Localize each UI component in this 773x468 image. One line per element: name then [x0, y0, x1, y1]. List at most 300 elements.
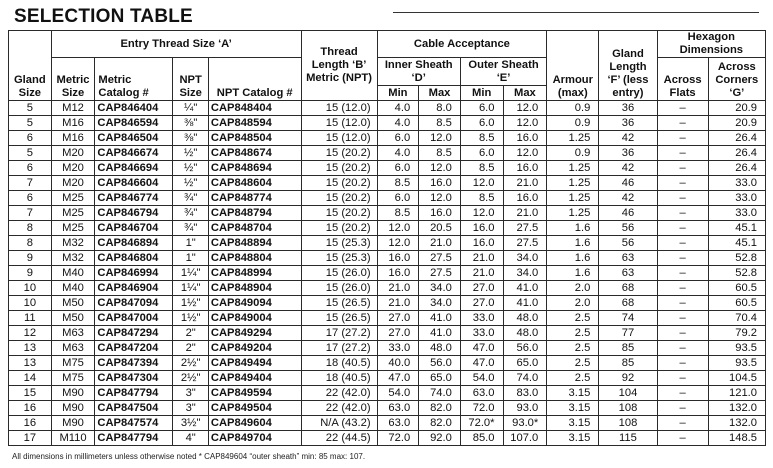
cell-outer-min: 12.0 — [460, 176, 503, 191]
cell-outer-min: 63.0 — [460, 386, 503, 401]
cell-metric-catalog: CAP846804 — [95, 251, 173, 266]
cell-across-flats: – — [657, 386, 708, 401]
cell-metric-catalog: CAP847574 — [95, 416, 173, 431]
cell-armour: 2.5 — [547, 311, 599, 326]
cell-npt-catalog: CAP849604 — [208, 416, 301, 431]
cell-across-flats: – — [657, 326, 708, 341]
cell-gland-size: 8 — [9, 236, 52, 251]
cell-gland-size: 8 — [9, 221, 52, 236]
cell-npt-size: 2½" — [173, 356, 208, 371]
cell-inner-max: 41.0 — [419, 326, 461, 341]
cell-npt-catalog: CAP849094 — [208, 296, 301, 311]
cell-outer-max: 12.0 — [503, 101, 547, 116]
cell-npt-catalog: CAP848894 — [208, 236, 301, 251]
cell-across-flats: – — [657, 251, 708, 266]
cell-outer-min: 33.0 — [460, 326, 503, 341]
cell-npt-size: 2½" — [173, 371, 208, 386]
cell-gland-length: 36 — [599, 146, 657, 161]
table-row — [9, 431, 766, 446]
header-outer-max: Max — [503, 86, 547, 101]
cell-metric-size: M32 — [51, 251, 95, 266]
cell-npt-size: ¼" — [173, 101, 208, 116]
cell-across-corners: 79.2 — [708, 326, 765, 341]
cell-inner-min: 16.0 — [377, 251, 419, 266]
top-rule — [393, 12, 759, 13]
cell-npt-catalog: CAP848504 — [208, 131, 301, 146]
table-row — [9, 221, 766, 236]
cell-outer-max: 12.0 — [503, 146, 547, 161]
cell-metric-catalog: CAP847004 — [95, 311, 173, 326]
cell-gland-length: 68 — [599, 281, 657, 296]
cell-inner-max: 16.0 — [419, 176, 461, 191]
cell-gland-length: 74 — [599, 311, 657, 326]
cell-thread-length: 15 (25.3) — [301, 251, 377, 266]
cell-outer-max: 48.0 — [503, 311, 547, 326]
cell-metric-catalog: CAP846674 — [95, 146, 173, 161]
cell-thread-length: 15 (20.2) — [301, 221, 377, 236]
header-inner-sheath: Inner Sheath ‘D’ — [377, 58, 460, 86]
cell-gland-length: 68 — [599, 296, 657, 311]
cell-across-flats: – — [657, 101, 708, 116]
cell-thread-length: 15 (20.2) — [301, 176, 377, 191]
cell-metric-size: M75 — [51, 356, 95, 371]
cell-armour: 1.6 — [547, 236, 599, 251]
cell-inner-min: 40.0 — [377, 356, 419, 371]
header-metric-catalog: Metric Catalog # — [95, 58, 173, 101]
cell-gland-length: 63 — [599, 266, 657, 281]
cell-npt-catalog: CAP849294 — [208, 326, 301, 341]
cell-gland-size: 5 — [9, 101, 52, 116]
cell-outer-min: 6.0 — [460, 101, 503, 116]
cell-metric-catalog: CAP846904 — [95, 281, 173, 296]
cell-across-corners: 104.5 — [708, 371, 765, 386]
cell-thread-length: N/A (43.2) — [301, 416, 377, 431]
selection-table-container — [8, 30, 766, 446]
cell-metric-size: M110 — [51, 431, 95, 446]
cell-metric-catalog: CAP846404 — [95, 101, 173, 116]
cell-gland-size: 15 — [9, 386, 52, 401]
header-cable-acceptance: Cable Acceptance — [377, 31, 547, 58]
cell-armour: 0.9 — [547, 146, 599, 161]
cell-metric-catalog: CAP846504 — [95, 131, 173, 146]
cell-armour: 1.25 — [547, 161, 599, 176]
cell-gland-size: 14 — [9, 371, 52, 386]
cell-across-flats: – — [657, 356, 708, 371]
cell-across-flats: – — [657, 206, 708, 221]
table-row — [9, 386, 766, 401]
cell-npt-catalog: CAP848674 — [208, 146, 301, 161]
cell-armour: 1.6 — [547, 221, 599, 236]
cell-outer-min: 12.0 — [460, 206, 503, 221]
cell-across-flats: – — [657, 431, 708, 446]
cell-gland-length: 56 — [599, 236, 657, 251]
cell-armour: 3.15 — [547, 416, 599, 431]
cell-metric-catalog: CAP847504 — [95, 401, 173, 416]
cell-armour: 2.5 — [547, 341, 599, 356]
cell-outer-max: 48.0 — [503, 326, 547, 341]
cell-npt-catalog: CAP848994 — [208, 266, 301, 281]
cell-inner-max: 65.0 — [419, 371, 461, 386]
cell-across-flats: – — [657, 266, 708, 281]
table-row — [9, 176, 766, 191]
table-row — [9, 251, 766, 266]
cell-npt-catalog: CAP848594 — [208, 116, 301, 131]
header-thread-length: Thread Length ‘B’ Metric (NPT) — [301, 31, 377, 101]
cell-gland-size: 13 — [9, 356, 52, 371]
cell-armour: 3.15 — [547, 401, 599, 416]
cell-across-corners: 70.4 — [708, 311, 765, 326]
cell-inner-min: 63.0 — [377, 416, 419, 431]
cell-thread-length: 15 (26.5) — [301, 311, 377, 326]
cell-gland-length: 104 — [599, 386, 657, 401]
table-row — [9, 356, 766, 371]
cell-outer-min: 21.0 — [460, 251, 503, 266]
cell-gland-size: 9 — [9, 251, 52, 266]
table-row — [9, 371, 766, 386]
selection-table — [8, 30, 766, 446]
cell-outer-max: 41.0 — [503, 296, 547, 311]
cell-across-flats: – — [657, 416, 708, 431]
cell-gland-size: 5 — [9, 146, 52, 161]
cell-outer-max: 74.0 — [503, 371, 547, 386]
cell-gland-length: 85 — [599, 341, 657, 356]
cell-thread-length: 15 (26.0) — [301, 266, 377, 281]
cell-armour: 3.15 — [547, 431, 599, 446]
cell-npt-size: 2" — [173, 341, 208, 356]
cell-across-flats: – — [657, 236, 708, 251]
cell-outer-max: 16.0 — [503, 161, 547, 176]
cell-gland-length: 36 — [599, 101, 657, 116]
cell-metric-catalog: CAP847394 — [95, 356, 173, 371]
cell-inner-max: 34.0 — [419, 281, 461, 296]
table-body — [9, 101, 766, 446]
cell-npt-size: 1" — [173, 236, 208, 251]
cell-npt-catalog: CAP849494 — [208, 356, 301, 371]
cell-across-flats: – — [657, 191, 708, 206]
cell-outer-min: 54.0 — [460, 371, 503, 386]
cell-outer-min: 8.5 — [460, 191, 503, 206]
cell-metric-catalog: CAP846994 — [95, 266, 173, 281]
cell-inner-max: 12.0 — [419, 131, 461, 146]
cell-gland-size: 6 — [9, 161, 52, 176]
cell-across-corners: 33.0 — [708, 206, 765, 221]
cell-npt-size: ½" — [173, 161, 208, 176]
cell-outer-min: 72.0 — [460, 401, 503, 416]
cell-armour: 2.5 — [547, 326, 599, 341]
cell-armour: 0.9 — [547, 116, 599, 131]
header-armour: Armour (max) — [547, 31, 599, 101]
cell-inner-min: 6.0 — [377, 131, 419, 146]
cell-inner-max: 82.0 — [419, 416, 461, 431]
cell-metric-catalog: CAP846894 — [95, 236, 173, 251]
cell-metric-catalog: CAP847304 — [95, 371, 173, 386]
cell-thread-length: 22 (42.0) — [301, 386, 377, 401]
cell-gland-length: 85 — [599, 356, 657, 371]
cell-across-corners: 60.5 — [708, 296, 765, 311]
cell-metric-size: M20 — [51, 161, 95, 176]
cell-across-corners: 33.0 — [708, 191, 765, 206]
header-inner-min: Min — [377, 86, 419, 101]
cell-gland-length: 42 — [599, 131, 657, 146]
cell-metric-size: M16 — [51, 116, 95, 131]
cell-across-flats: – — [657, 401, 708, 416]
cell-npt-catalog: CAP849704 — [208, 431, 301, 446]
cell-thread-length: 18 (40.5) — [301, 371, 377, 386]
cell-outer-min: 33.0 — [460, 311, 503, 326]
cell-across-corners: 93.5 — [708, 356, 765, 371]
cell-metric-catalog: CAP847794 — [95, 386, 173, 401]
cell-outer-max: 107.0 — [503, 431, 547, 446]
cell-npt-size: 2" — [173, 326, 208, 341]
cell-outer-min: 8.5 — [460, 161, 503, 176]
cell-metric-size: M75 — [51, 371, 95, 386]
cell-inner-max: 8.5 — [419, 146, 461, 161]
cell-across-corners: 26.4 — [708, 146, 765, 161]
cell-inner-min: 16.0 — [377, 266, 419, 281]
header-npt-catalog: NPT Catalog # — [208, 58, 301, 101]
cell-across-flats: – — [657, 311, 708, 326]
cell-armour: 1.25 — [547, 176, 599, 191]
cell-inner-min: 33.0 — [377, 341, 419, 356]
cell-thread-length: 18 (40.5) — [301, 356, 377, 371]
cell-metric-size: M25 — [51, 206, 95, 221]
cell-outer-max: 34.0 — [503, 266, 547, 281]
cell-npt-size: 1¼" — [173, 281, 208, 296]
table-row — [9, 161, 766, 176]
cell-metric-catalog: CAP846594 — [95, 116, 173, 131]
cell-gland-size: 13 — [9, 341, 52, 356]
cell-gland-length: 92 — [599, 371, 657, 386]
table-row — [9, 341, 766, 356]
cell-armour: 0.9 — [547, 101, 599, 116]
cell-across-flats: – — [657, 296, 708, 311]
cell-metric-catalog: CAP846694 — [95, 161, 173, 176]
cell-outer-min: 6.0 — [460, 116, 503, 131]
cell-outer-min: 85.0 — [460, 431, 503, 446]
table-row — [9, 281, 766, 296]
cell-metric-size: M32 — [51, 236, 95, 251]
header-metric-size: Metric Size — [51, 58, 95, 101]
cell-metric-catalog: CAP847204 — [95, 341, 173, 356]
cell-inner-max: 8.0 — [419, 101, 461, 116]
cell-outer-max: 21.0 — [503, 176, 547, 191]
cell-metric-catalog: CAP847094 — [95, 296, 173, 311]
cell-npt-size: 1" — [173, 251, 208, 266]
cell-across-corners: 132.0 — [708, 416, 765, 431]
cell-across-flats: – — [657, 221, 708, 236]
cell-inner-max: 12.0 — [419, 191, 461, 206]
cell-thread-length: 17 (27.2) — [301, 326, 377, 341]
table-row — [9, 416, 766, 431]
cell-outer-min: 16.0 — [460, 221, 503, 236]
cell-metric-size: M90 — [51, 416, 95, 431]
header-outer-sheath: Outer Sheath ‘E’ — [460, 58, 546, 86]
table-row — [9, 101, 766, 116]
cell-gland-size: 7 — [9, 206, 52, 221]
cell-metric-size: M40 — [51, 281, 95, 296]
cell-inner-min: 21.0 — [377, 296, 419, 311]
cell-gland-length: 36 — [599, 116, 657, 131]
cell-gland-length: 115 — [599, 431, 657, 446]
cell-inner-min: 12.0 — [377, 221, 419, 236]
cell-armour: 1.6 — [547, 251, 599, 266]
cell-outer-max: 27.5 — [503, 221, 547, 236]
cell-metric-size: M20 — [51, 146, 95, 161]
cell-npt-catalog: CAP848904 — [208, 281, 301, 296]
header-inner-max: Max — [419, 86, 461, 101]
table-row — [9, 311, 766, 326]
cell-metric-catalog: CAP846794 — [95, 206, 173, 221]
cell-npt-catalog: CAP848404 — [208, 101, 301, 116]
cell-npt-catalog: CAP849204 — [208, 341, 301, 356]
cell-npt-size: 3" — [173, 401, 208, 416]
cell-inner-min: 54.0 — [377, 386, 419, 401]
cell-npt-size: ⅜" — [173, 116, 208, 131]
cell-outer-max: 21.0 — [503, 206, 547, 221]
cell-inner-max: 27.5 — [419, 266, 461, 281]
cell-metric-size: M12 — [51, 101, 95, 116]
cell-armour: 3.15 — [547, 386, 599, 401]
cell-gland-size: 16 — [9, 416, 52, 431]
cell-outer-max: 65.0 — [503, 356, 547, 371]
cell-inner-min: 47.0 — [377, 371, 419, 386]
cell-npt-catalog: CAP849404 — [208, 371, 301, 386]
cell-across-corners: 45.1 — [708, 236, 765, 251]
cell-outer-min: 72.0* — [460, 416, 503, 431]
cell-across-flats: – — [657, 116, 708, 131]
cell-inner-min: 4.0 — [377, 101, 419, 116]
cell-inner-max: 34.0 — [419, 296, 461, 311]
cell-inner-max: 48.0 — [419, 341, 461, 356]
cell-npt-size: 4" — [173, 431, 208, 446]
header-gland-length: Gland Length ‘F’ (less entry) — [599, 31, 657, 101]
cell-outer-max: 93.0 — [503, 401, 547, 416]
cell-gland-size: 6 — [9, 131, 52, 146]
cell-thread-length: 22 (44.5) — [301, 431, 377, 446]
cell-outer-min: 6.0 — [460, 146, 503, 161]
cell-inner-min: 6.0 — [377, 161, 419, 176]
cell-inner-min: 63.0 — [377, 401, 419, 416]
cell-outer-max: 56.0 — [503, 341, 547, 356]
cell-gland-size: 6 — [9, 191, 52, 206]
cell-armour: 1.25 — [547, 206, 599, 221]
cell-npt-size: 1½" — [173, 311, 208, 326]
cell-npt-size: 3½" — [173, 416, 208, 431]
cell-thread-length: 15 (12.0) — [301, 131, 377, 146]
cell-npt-size: 3" — [173, 386, 208, 401]
cell-npt-size: 1¼" — [173, 266, 208, 281]
cell-thread-length: 15 (25.3) — [301, 236, 377, 251]
cell-metric-catalog: CAP846704 — [95, 221, 173, 236]
cell-npt-catalog: CAP848804 — [208, 251, 301, 266]
cell-across-flats: – — [657, 281, 708, 296]
cell-gland-size: 16 — [9, 401, 52, 416]
table-row — [9, 401, 766, 416]
cell-metric-catalog: CAP846604 — [95, 176, 173, 191]
cell-metric-size: M25 — [51, 221, 95, 236]
cell-across-corners: 148.5 — [708, 431, 765, 446]
cell-armour: 2.0 — [547, 281, 599, 296]
cell-metric-size: M90 — [51, 386, 95, 401]
cell-npt-size: ¾" — [173, 221, 208, 236]
cell-gland-size: 5 — [9, 116, 52, 131]
cell-npt-catalog: CAP848604 — [208, 176, 301, 191]
cell-thread-length: 22 (42.0) — [301, 401, 377, 416]
cell-inner-max: 41.0 — [419, 311, 461, 326]
cell-inner-min: 8.5 — [377, 206, 419, 221]
table-row — [9, 131, 766, 146]
cell-across-corners: 52.8 — [708, 266, 765, 281]
cell-thread-length: 15 (12.0) — [301, 116, 377, 131]
cell-across-corners: 20.9 — [708, 116, 765, 131]
cell-across-corners: 33.0 — [708, 176, 765, 191]
cell-inner-max: 74.0 — [419, 386, 461, 401]
cell-gland-length: 77 — [599, 326, 657, 341]
header-gland-size: Gland Size — [9, 31, 52, 101]
cell-metric-size: M63 — [51, 341, 95, 356]
cell-outer-max: 93.0* — [503, 416, 547, 431]
cell-outer-max: 83.0 — [503, 386, 547, 401]
cell-armour: 2.5 — [547, 371, 599, 386]
cell-inner-max: 27.5 — [419, 251, 461, 266]
cell-gland-length: 46 — [599, 176, 657, 191]
cell-outer-min: 27.0 — [460, 281, 503, 296]
table-row — [9, 266, 766, 281]
cell-metric-size: M63 — [51, 326, 95, 341]
cell-outer-min: 16.0 — [460, 236, 503, 251]
cell-thread-length: 15 (12.0) — [301, 101, 377, 116]
cell-thread-length: 15 (26.5) — [301, 296, 377, 311]
cell-armour: 1.25 — [547, 131, 599, 146]
cell-inner-max: 16.0 — [419, 206, 461, 221]
cell-across-corners: 121.0 — [708, 386, 765, 401]
cell-inner-min: 27.0 — [377, 326, 419, 341]
cell-metric-catalog: CAP847794 — [95, 431, 173, 446]
cell-metric-size: M50 — [51, 296, 95, 311]
cell-gland-length: 108 — [599, 401, 657, 416]
footnote: All dimensions in millimeters unless otherwise noted * CAP849604 “outer sheath” min: 85 max: 107. — [12, 452, 366, 461]
cell-outer-min: 47.0 — [460, 341, 503, 356]
cell-outer-max: 16.0 — [503, 191, 547, 206]
table-row — [9, 236, 766, 251]
cell-across-corners: 52.8 — [708, 251, 765, 266]
cell-inner-min: 4.0 — [377, 146, 419, 161]
cell-npt-size: 1½" — [173, 296, 208, 311]
cell-metric-size: M20 — [51, 176, 95, 191]
cell-inner-min: 8.5 — [377, 176, 419, 191]
cell-thread-length: 17 (27.2) — [301, 341, 377, 356]
cell-thread-length: 15 (26.0) — [301, 281, 377, 296]
cell-across-corners: 20.9 — [708, 101, 765, 116]
cell-inner-min: 12.0 — [377, 236, 419, 251]
cell-across-flats: – — [657, 371, 708, 386]
cell-outer-max: 12.0 — [503, 116, 547, 131]
cell-outer-max: 34.0 — [503, 251, 547, 266]
cell-armour: 2.0 — [547, 296, 599, 311]
cell-metric-catalog: CAP847294 — [95, 326, 173, 341]
cell-inner-min: 21.0 — [377, 281, 419, 296]
cell-inner-max: 21.0 — [419, 236, 461, 251]
cell-across-corners: 132.0 — [708, 401, 765, 416]
table-row — [9, 191, 766, 206]
cell-npt-size: ¾" — [173, 191, 208, 206]
cell-armour: 2.5 — [547, 356, 599, 371]
cell-armour: 1.25 — [547, 191, 599, 206]
cell-inner-max: 12.0 — [419, 161, 461, 176]
cell-armour: 1.6 — [547, 266, 599, 281]
cell-across-corners: 26.4 — [708, 161, 765, 176]
cell-npt-catalog: CAP849504 — [208, 401, 301, 416]
